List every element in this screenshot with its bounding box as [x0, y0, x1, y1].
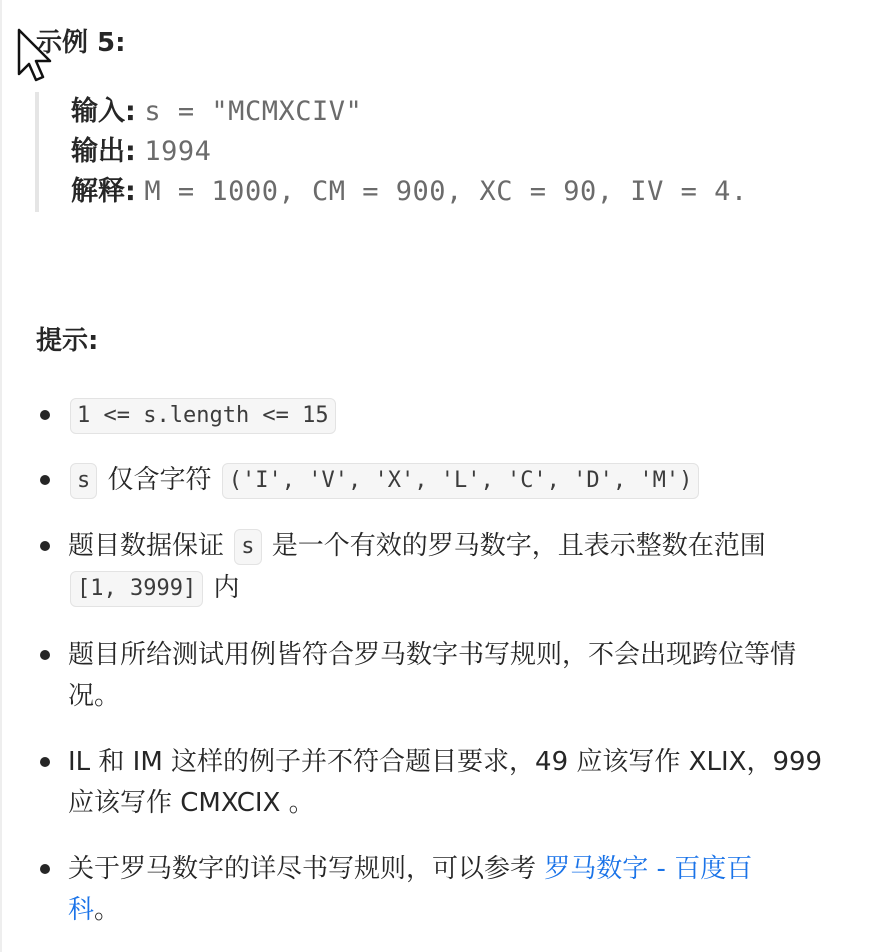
tip-text: 关于罗马数字的详尽书写规则，可以参考 [68, 854, 537, 884]
tip-text: 题目数据保证 [68, 531, 225, 561]
tip-text: 。 [94, 895, 121, 925]
code-range: [1, 3999] [70, 571, 203, 607]
tip-text: 内 [213, 573, 240, 603]
explain-label: 解释: [71, 176, 136, 207]
tip-text: 是一个有效的罗马数字，且表示整数在范围 [271, 531, 766, 561]
example-output-line [71, 132, 211, 172]
example-explain-line [71, 172, 748, 212]
code-length-constraint: 1 <= s.length <= 15 [70, 398, 336, 434]
tip-item-5-line-1: IL 和 IM 这样的例子并不符合题目要求，49 应该写作 XLIX，999 [68, 747, 823, 777]
mouse-pointer-icon [16, 28, 56, 84]
code-allowed-chars: ('I', 'V', 'X', 'L', 'C', 'D', 'M') [222, 463, 700, 499]
input-label: 输入: [71, 96, 136, 127]
tip-item-5-line-2: 应该写作 CMXCIX 。 [68, 788, 315, 818]
example-title: 示例 5: [36, 28, 126, 58]
tip-item-3-line-1 [68, 526, 766, 566]
bullet-icon [40, 541, 50, 551]
tip-item-3-line-2 [68, 568, 240, 608]
tip-item-4-line-2: 况。 [68, 681, 121, 711]
tip-item-6-line-1 [68, 849, 752, 889]
bullet-icon [40, 475, 50, 485]
bullet-icon [40, 757, 50, 767]
output-label: 输出: [71, 136, 136, 167]
baidu-baike-link-continued[interactable]: 科 [68, 895, 95, 925]
bullet-icon [40, 650, 50, 660]
code-s: s [234, 529, 261, 565]
example-block [35, 92, 839, 212]
code-s: s [70, 463, 97, 499]
tip-item-1 [68, 395, 338, 435]
tips-title: 提示: [36, 326, 99, 356]
tip-item-4-line-1: 题目所给测试用例皆符合罗马数字书写规则，不会出现跨位等情 [68, 640, 797, 670]
explain-value: M = 1000, CM = 900, XC = 90, IV = 4. [144, 176, 748, 207]
example-input-line [71, 92, 362, 132]
tip-text: 仅含字符 [107, 465, 212, 495]
baidu-baike-link[interactable]: 罗马数字 - 百度百 [544, 854, 753, 884]
bullet-icon [40, 410, 50, 420]
input-value: s = "MCMXCIV" [144, 96, 363, 127]
tip-item-6-line-2 [68, 890, 120, 930]
output-value: 1994 [144, 136, 212, 167]
bullet-icon [40, 864, 50, 874]
tip-item-2 [68, 460, 701, 500]
left-border [0, 0, 2, 952]
